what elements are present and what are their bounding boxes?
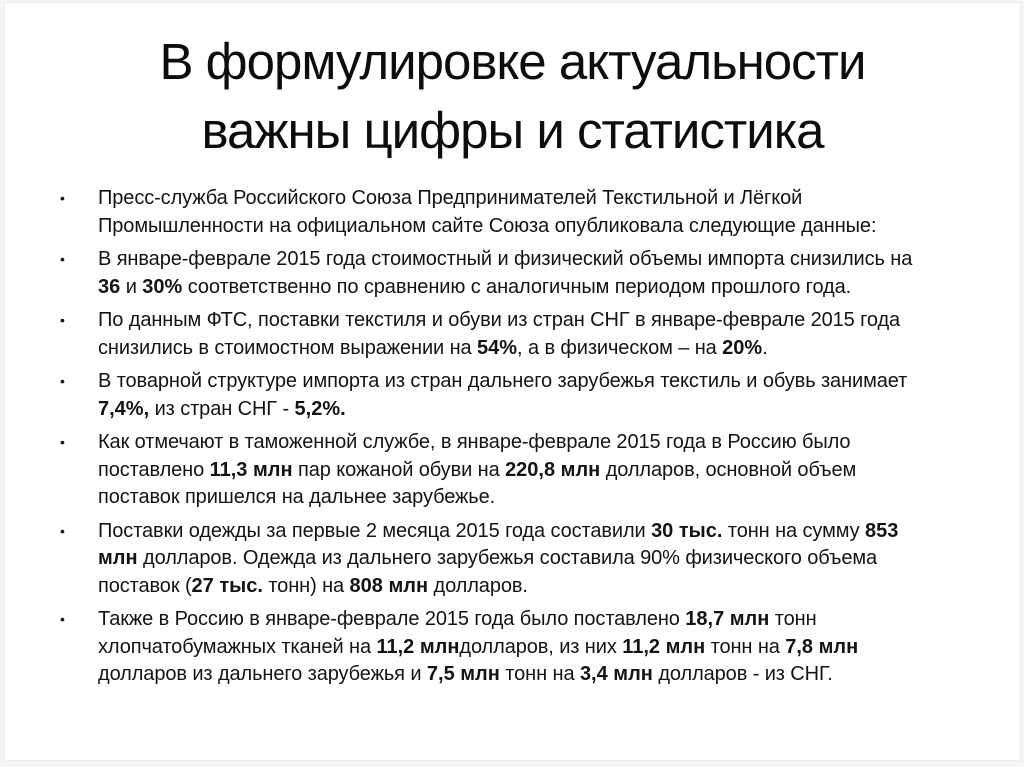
bullet-text: Поставки одежды за первые 2 месяца 2015 года составили 30 тыс. тонн на сумму 853 млн долларов. Одежда из дальнего зарубежья составила 90% физического объема поставок (27 тыс. тонн) на 808 млн долларов. [98, 519, 899, 597]
bullet-icon: • [60, 251, 65, 267]
slide-title [35, 27, 990, 165]
bullet-item [60, 307, 1020, 362]
bullet-item [60, 246, 1020, 301]
bullet-icon: • [60, 373, 65, 389]
bullet-item [60, 518, 1020, 601]
bullet-item [60, 606, 1020, 689]
slide-title-line-1: В формулировке актуальности [159, 33, 866, 90]
bullet-list [5, 185, 1020, 689]
bullet-text: Как отмечают в таможенной службе, в январе-феврале 2015 года в Россию было поставлено 11,3 млн пар кожаной обуви на 220,8 млн долларов, основной объем поставок пришелся на дальнее зарубежье. [98, 431, 857, 508]
bullet-text: По данным ФТС, поставки текстиля и обуви из стран СНГ в январе-феврале 2015 года снизились в стоимостном выражении на 54%, а в физическом – на 20%. [98, 309, 901, 359]
bullet-icon: • [60, 190, 65, 206]
bullet-text: Пресс-служба Российского Союза Предпринимателей Текстильной и Лёгкой Промышленности на официальном сайте Союза опубликовала следующие данные: [98, 187, 877, 237]
presentation-slide [4, 2, 1021, 761]
bullet-icon: • [60, 312, 65, 328]
bullet-item [60, 185, 1020, 240]
bullet-item [60, 368, 1020, 423]
slide-title-line-2: важны цифры и статистика [201, 102, 824, 159]
bullet-text: Также в Россию в январе-феврале 2015 года было поставлено 18,7 млн тонн хлопчатобумажных тканей на 11,2 млндолларов, из них 11,2 млн тонн на 7,8 млн долларов из дальнего зарубежья и 7,5 млн тонн на 3,4 млн долларов - из СНГ. [98, 608, 859, 685]
bullet-text: В товарной структуре импорта из стран дальнего зарубежья текстиль и обувь занимает 7,4%, из стран СНГ - 5,2%. [98, 370, 908, 420]
bullet-text: В январе-феврале 2015 года стоимостный и физический объемы импорта снизились на 36 и 30% соответственно по сравнению с аналогичным периодом прошлого года. [98, 248, 913, 298]
bullet-icon: • [60, 434, 65, 450]
bullet-item [60, 429, 1020, 512]
bullet-icon: • [60, 522, 65, 539]
bullet-icon: • [60, 611, 65, 627]
